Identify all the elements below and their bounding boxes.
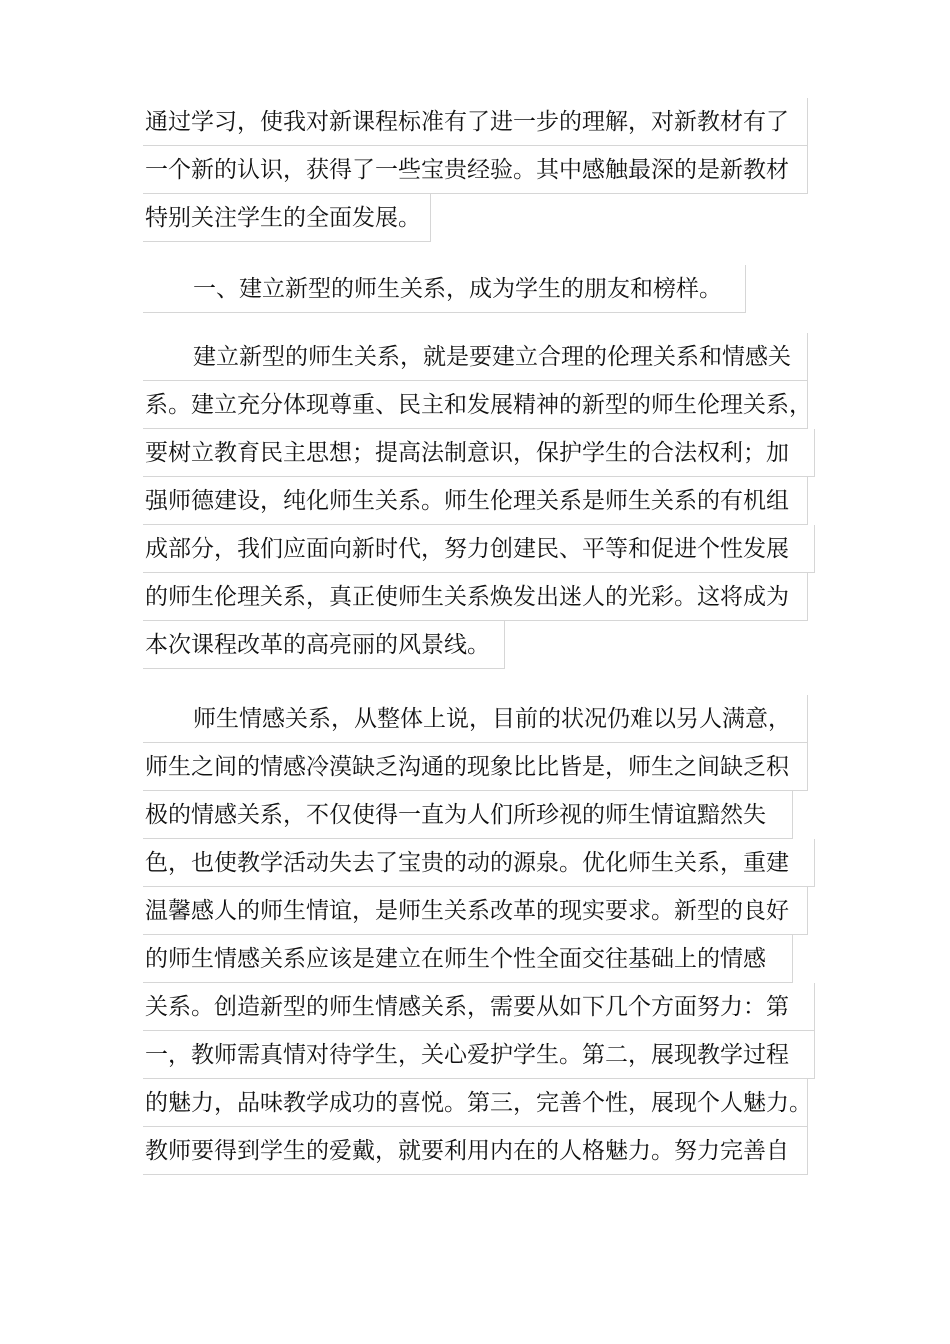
text-line: 教师要得到学生的爱戴，就要利用内在的人格魅力。努力完善自 <box>143 1127 808 1175</box>
text-line: 温馨感人的师生情谊，是师生关系改革的现实要求。新型的良好 <box>143 887 808 935</box>
section-heading: 一、建立新型的师生关系，成为学生的朋友和榜样。 <box>143 265 746 313</box>
text-line: 本次课程改革的高亮丽的风景线。 <box>143 621 505 669</box>
text-line: 关系。创造新型的师生情感关系，需要从如下几个方面努力：第 <box>143 983 815 1031</box>
text-line: 极的情感关系，不仅使得一直为人们所珍视的师生情谊黯然失 <box>143 791 793 839</box>
text-line: 色，也使教学活动失去了宝贵的动的源泉。优化师生关系，重建 <box>143 839 815 887</box>
text-line: 师生情感关系，从整体上说，目前的状况仍难以另人满意， <box>143 695 808 743</box>
text-line: 的师生伦理关系，真正使师生关系焕发出迷人的光彩。这将成为 <box>143 573 808 621</box>
text-line: 成部分，我们应面向新时代，努力创建民、平等和促进个性发展 <box>143 525 815 573</box>
text-line: 一个新的认识，获得了一些宝贵经验。其中感触最深的是新教材 <box>143 146 808 194</box>
text-line: 的魅力，品味教学成功的喜悦。第三，完善个性，展现个人魅力。 <box>143 1079 808 1127</box>
text-line: 的师生情感关系应该是建立在师生个性全面交往基础上的情感 <box>143 935 793 983</box>
text-line: 特别关注学生的全面发展。 <box>143 194 431 242</box>
text-line: 建立新型的师生关系，就是要建立合理的伦理关系和情感关 <box>143 333 808 381</box>
text-line: 系。建立充分体现尊重、民主和发展精神的新型的师生伦理关系， <box>143 381 808 429</box>
text-line: 一，教师需真情对待学生，关心爱护学生。第二，展现教学过程 <box>143 1031 815 1079</box>
text-line: 师生之间的情感冷漠缺乏沟通的现象比比皆是，师生之间缺乏积 <box>143 743 808 791</box>
text-line: 要树立教育民主思想；提高法制意识，保护学生的合法权利；加 <box>143 429 815 477</box>
text-line: 强师德建设，纯化师生关系。师生伦理关系是师生关系的有机组 <box>143 477 808 525</box>
text-line: 通过学习，使我对新课程标准有了进一步的理解，对新教材有了 <box>143 98 808 146</box>
